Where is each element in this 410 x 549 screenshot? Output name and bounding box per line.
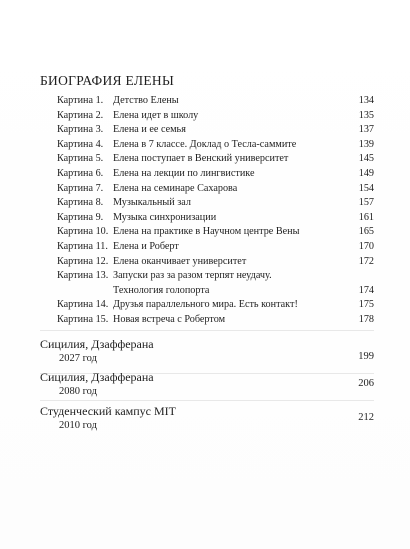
toc-row-number: Картина 3. xyxy=(57,124,104,136)
toc-row-number: Картина 11. xyxy=(57,240,108,252)
toc-row-page: 157 xyxy=(358,197,374,209)
toc-row-page: 154 xyxy=(358,182,374,194)
toc-row-number: Картина 15. xyxy=(57,313,109,325)
toc-row xyxy=(57,298,374,313)
toc-row xyxy=(57,196,374,211)
toc-row xyxy=(57,94,374,109)
toc-row-title: Елена на семинаре Сахарова xyxy=(113,182,238,194)
toc-row-title: Елена оканчивает университет xyxy=(113,255,247,267)
toc-row-number: Картина 5. xyxy=(57,153,104,165)
toc-section-page: 212 xyxy=(358,412,374,423)
toc-row-title: Елена на лекции по лингвистике xyxy=(113,167,255,179)
toc-row-number: Картина 7. xyxy=(57,182,104,194)
toc-row-title: Елена и ее семья xyxy=(113,124,186,136)
toc-row-page: 175 xyxy=(358,299,374,311)
toc-row-title-line: Технология голопорта xyxy=(113,284,210,296)
toc-row-title: Елена на практике в Научном центре Вены xyxy=(113,226,300,238)
toc-row-number: Картина 12. xyxy=(57,255,109,267)
toc-row xyxy=(57,240,374,255)
toc-row xyxy=(57,269,374,298)
toc-row-number: Картина 8. xyxy=(57,197,104,209)
toc-list xyxy=(57,94,374,328)
toc-row-title: Елена идет в школу xyxy=(113,109,199,121)
toc-row-page: 178 xyxy=(358,313,374,325)
toc-section-name: Сицилия, Дзафферана xyxy=(40,370,154,384)
toc-row-number: Картина 14. xyxy=(57,299,109,311)
toc-row xyxy=(57,152,374,167)
toc-row-number: Картина 2. xyxy=(57,109,104,121)
toc-row-page: 137 xyxy=(358,124,374,136)
toc-section xyxy=(40,370,374,397)
toc-row xyxy=(57,167,374,182)
toc-row-number: Картина 10. xyxy=(57,226,109,238)
toc-row xyxy=(57,138,374,153)
toc-row-page: 149 xyxy=(358,167,374,179)
toc-row-number: Картина 6. xyxy=(57,167,104,179)
toc-row xyxy=(57,211,374,226)
section-title-biography: БИОГРАФИЯ ЕЛЕНЫ xyxy=(40,73,175,88)
toc-row-page: 165 xyxy=(358,226,374,238)
toc-row-page: 170 xyxy=(358,240,374,252)
toc-section-page: 199 xyxy=(358,351,374,362)
section-divider xyxy=(40,330,374,331)
toc-row-title: Друзья параллельного мира. Есть контакт! xyxy=(113,299,298,311)
toc-row-number: Картина 1. xyxy=(57,95,104,106)
toc-row-page: 172 xyxy=(358,255,374,267)
toc-row-page: 161 xyxy=(358,211,374,223)
toc-row xyxy=(57,123,374,138)
toc-row xyxy=(57,109,374,124)
toc-row-title: Музыка синхронизации xyxy=(113,211,217,223)
toc-row-title-line: Запуски раз за разом терпят неудачу. xyxy=(113,270,272,282)
toc-row-title: Елена в 7 классе. Доклад о Тесла-саммите xyxy=(113,138,297,150)
toc-section-year: 2027 год xyxy=(59,353,97,364)
toc-section-year: 2010 год xyxy=(59,420,97,431)
toc-row xyxy=(57,255,374,270)
toc-row xyxy=(57,225,374,240)
toc-row-page: 145 xyxy=(358,153,374,165)
toc-row xyxy=(57,182,374,197)
toc-row-title: Музыкальный зал xyxy=(113,197,191,209)
toc-row-title: Елена поступает в Венский университет xyxy=(113,153,289,165)
section-divider xyxy=(40,400,374,401)
toc-row-title xyxy=(113,269,352,298)
toc-row-title: Новая встреча с Робертом xyxy=(113,313,226,325)
toc-row-page: 135 xyxy=(358,109,374,121)
toc-section-name: Студенческий кампус MIT xyxy=(40,404,177,418)
toc-row-title: Детство Елены xyxy=(113,95,179,106)
toc-row-number: Картина 4. xyxy=(57,138,104,150)
toc-row xyxy=(57,313,374,328)
toc-section-page: 206 xyxy=(358,378,374,389)
toc-row-number: Картина 13. xyxy=(57,270,109,282)
toc-section-name: Сицилия, Дзафферана xyxy=(40,337,154,351)
toc-row-page: 174 xyxy=(358,284,374,296)
toc-section xyxy=(40,404,374,431)
toc-row-page: 139 xyxy=(358,138,374,150)
toc-section xyxy=(40,337,374,364)
toc-row-number: Картина 9. xyxy=(57,211,104,223)
toc-row-page: 134 xyxy=(358,95,374,106)
toc-row-title: Елена и Роберт xyxy=(113,240,179,252)
toc-section-year: 2080 год xyxy=(59,386,97,397)
